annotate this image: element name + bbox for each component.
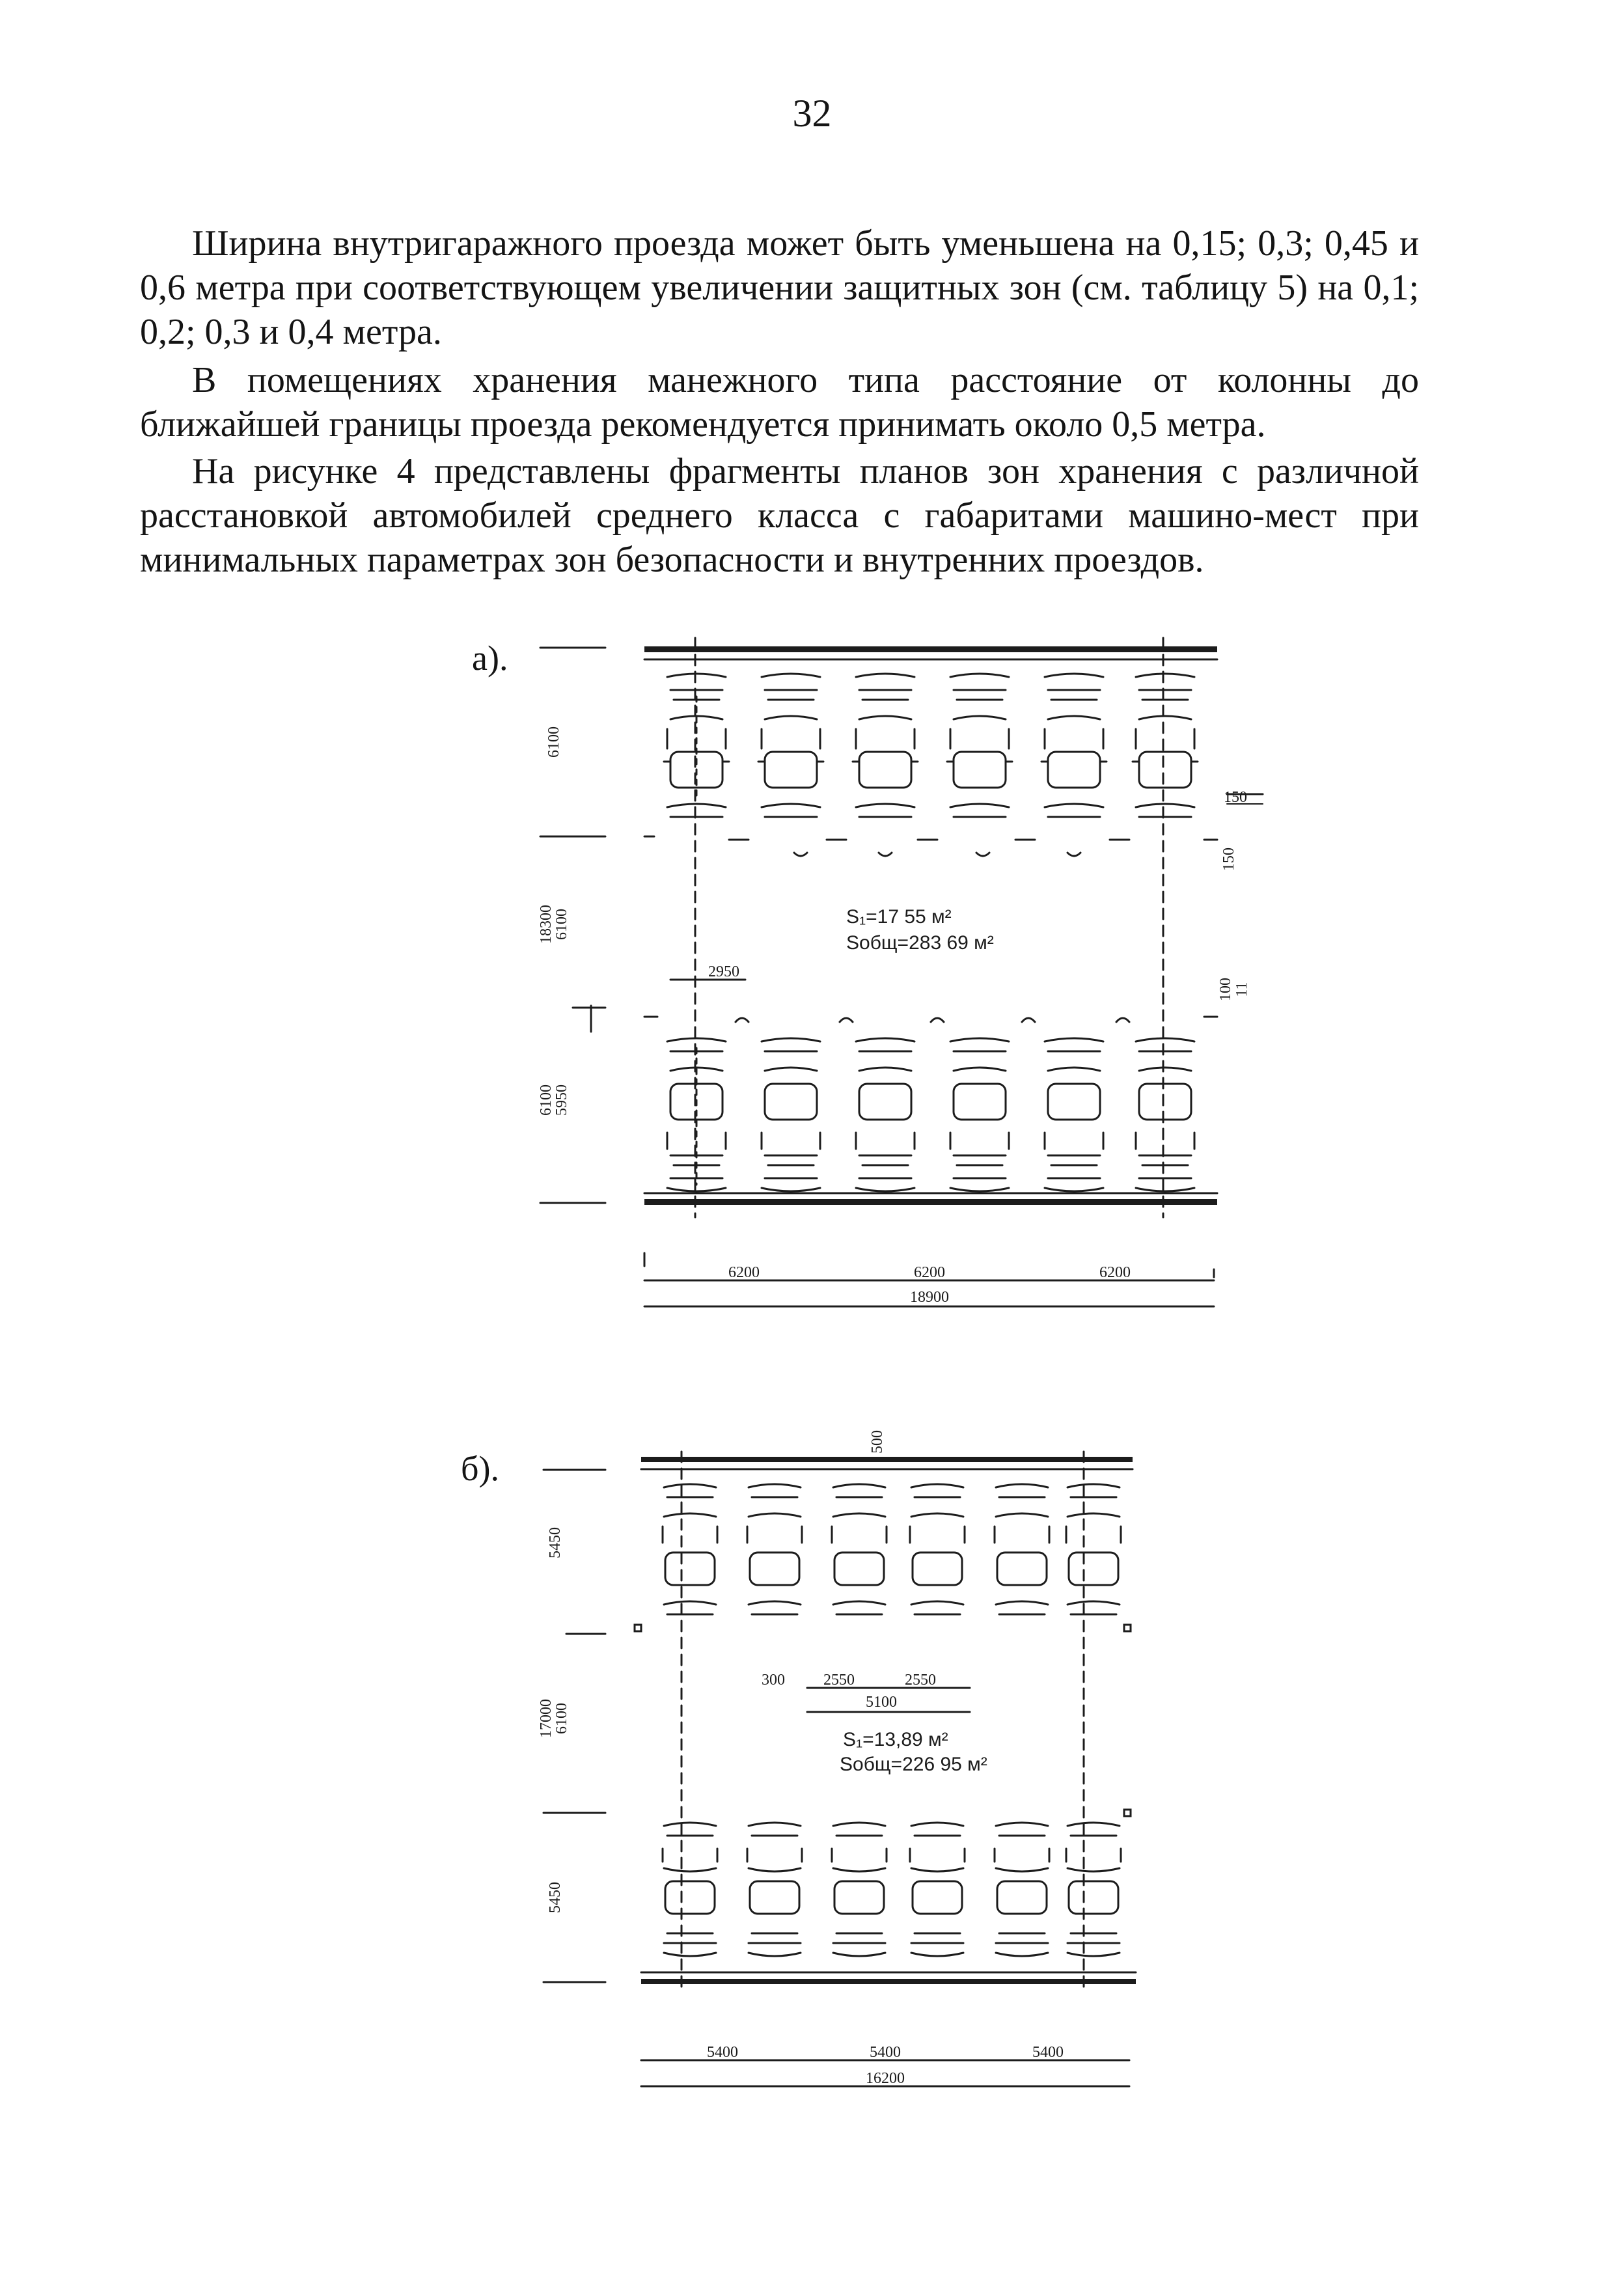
fig-a-dim-right-3: 100 [1217,978,1234,1001]
page-number: 32 [792,92,832,135]
fig-a-area-slot: S₁=17 55 м² [846,906,952,928]
fig-a-dim-drive: 2950 [708,963,739,980]
fig-b-dim-mid-2: 2550 [823,1672,855,1689]
fig-b-total: 16200 [866,2070,905,2087]
fig-a-dim-left-1: 6100 [545,726,562,758]
fig-b-dim-mid-1: 300 [762,1672,785,1689]
figure-a-plan [540,638,1263,1306]
figure-b-label: б). [461,1449,499,1488]
fig-a-area-total: Sобщ=283 69 м² [846,932,994,954]
fig-a-dim-left-5: 5950 [553,1084,570,1116]
paragraph-column-distance: В помещениях хранения манежного типа расстояние от колонны до ближайшей границы проезда рекомендуется принимать около 0,5 метра. [140,360,1419,445]
fig-a-total: 18900 [910,1289,949,1306]
paragraph-drive-width: Ширина внутригаражного проезда может быть уменьшена на 0,15; 0,3; 0,45 и 0,6 метра при соответствующем увеличении защитных зон (см. таблицу 5) на 0,1; 0,2; 0,3 и 0,4 метра. [140,223,1419,352]
fig-a-dim-right-1: 150 [1224,789,1247,806]
fig-a-dim-bottom-2: 6200 [914,1264,945,1281]
figure-a-label: а). [472,639,508,678]
fig-b-dim-left-1: 5450 [547,1527,564,1558]
fig-b-dim-bottom-1: 5400 [707,2044,738,2061]
fig-b-area-total: Sобщ=226 95 м² [840,1754,987,1775]
fig-a-dim-bottom-1: 6200 [728,1264,760,1281]
fig-b-dim-top: 500 [869,1430,886,1454]
fig-b-dim-left-4: 5450 [547,1882,564,1913]
fig-b-dim-bottom-3: 5400 [1032,2044,1064,2061]
fig-a-dim-right-2: 150 [1220,848,1237,871]
fig-b-dim-left-3: 6100 [553,1703,570,1734]
fig-a-dim-bottom-3: 6200 [1099,1264,1131,1281]
fig-b-area-slot: S₁=13,89 м² [843,1729,948,1750]
fig-b-dim-left-2: 17000 [538,1699,555,1738]
fig-a-dim-left-2: 18300 [538,905,555,944]
paragraph-figure-intro: На рисунке 4 представлены фрагменты планов зон хранения с различной расстановкой автомобилей среднего класса с габаритами машино-мест при минимальных параметрах зон безопасности и внутренних проездов. [140,451,1419,580]
fig-b-dim-mid-4: 5100 [866,1694,897,1711]
fig-b-dim-bottom-2: 5400 [870,2044,901,2061]
fig-b-dim-mid-3: 2550 [905,1672,936,1689]
fig-a-dim-left-3: 6100 [553,909,570,940]
fig-a-dim-left-4: 6100 [538,1084,555,1116]
fig-a-dim-right-4: 11 [1233,982,1250,997]
